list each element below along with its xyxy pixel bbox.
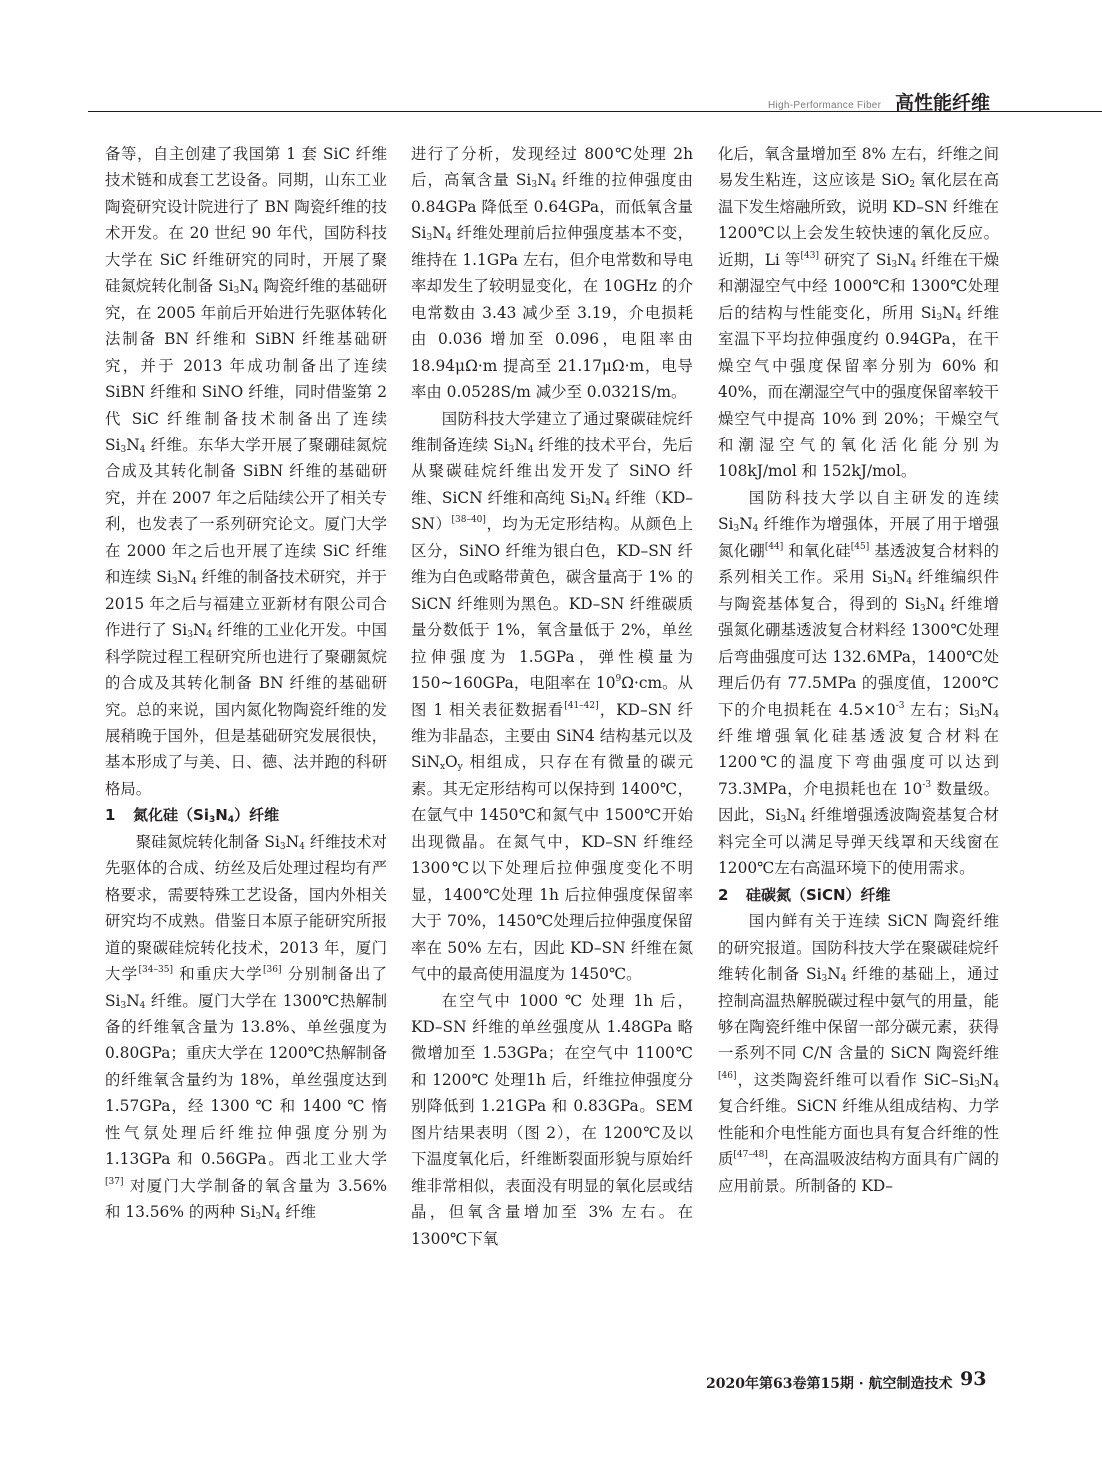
citation: [43]: [800, 250, 819, 261]
citation: [45]: [850, 541, 870, 552]
journal-name-en: High-Performance Fiber: [768, 100, 882, 111]
page-number: 93: [960, 1368, 987, 1390]
section-heading-2: 2 硅碳氮（SiCN）纤维: [718, 885, 891, 904]
citation: [38–40]: [451, 515, 486, 526]
citation: [46]: [718, 1070, 737, 1081]
column-3: [718, 141, 999, 1199]
paragraph: 国防科技大学以自主研发的连续 $Si_3N_4$ 纤维作为增强体，开展了用于增强氮化硼[44] 和氧化硅[45] 基透波复合材料的系列相关工作。采用 $Si_3N_4$ 纤维编织件与陶瓷基体复合，得到的 $Si_3N_4$ 纤维增强氮化硼基透波复合材料经 1300℃处理后弯曲强度可达 132.6MPa，1400℃处理后仍有 77.5MPa 的强度值，1200℃下的介电损耗在 $4.5\times 10^{-3}$ 左右；$Si_3N_4$ 纤维增强氧化硅基透波复合材料在 1200℃的温度下弯曲强度可以达到 73.3MPa，介电损耗也在 $10^{-3}$ 数量级。因此，$Si_3N_4$ 纤维增强透波陶瓷基复合材料完全可以满足导弹天线罩和天线窗在 1200℃左右高温环境下的使用需求。: [718, 488, 999, 878]
footer-issue: 2020年第63卷第15期 · 航空制造技术: [706, 1376, 953, 1392]
citation: [34–35]: [138, 965, 173, 976]
section-heading-1: 1 氮化硅$(Si_3N_4)$纤维: [105, 806, 280, 826]
paragraph: 国内鲜有关于连续 SiCN 陶瓷纤维的研究报道。国防科技大学在聚碳硅烷纤维转化制备 $Si_3N_4$ 纤维的基础上，通过控制高温热解脱碳过程中氨气的用量，能够在陶瓷纤维中保留一部分碳元素，获得一系列不同 C/N 含量的 SiCN 陶瓷纤维[46]，这类陶瓷纤维可以看作 SiC–$Si_3N_4$ 复合纤维。SiCN 纤维从组成结构、力学性能和介电性能方面也具有复合纤维的性质[47–48]，在高温吸波结构方面具有广阔的应用前景。所制备的 KD–: [718, 912, 999, 1195]
column-1: [105, 141, 387, 1226]
paragraph: 在空气中 1000 ℃ 处理 1h 后，KD–SN 纤维的单丝强度从 1.48GPa 略微增加至 1.53GPa；在空气中 1100℃ 和 1200℃ 处理1h 后，纤维拉伸强度分别降低到 1.21GPa 和 0.83GPa。SEM 图片结果表明（图 2），在 1200℃及以下温度氧化后，纤维断裂面形貌与原始纤维非常相似，表面没有明显的氧化层或结晶，但氧含量增加至 3% 左右。在 1300℃下氧: [411, 991, 693, 1248]
paragraph: 备等，自主创建了我国第 1 套 SiC 纤维技术链和成套工艺设备。同期，山东工业陶瓷研究设计院进行了 BN 陶瓷纤维的技术开发。在 20 世纪 90 年代，国防科技大学在 SiC 纤维研究的同时，开展了聚硅氮烷转化制备 $Si_3N_4$ 陶瓷纤维的基础研究，在 2005 年前后开始进行先驱体转化法制备 BN 纤维和 SiBN 纤维基础研究，并于 2013 年成功制备出了连续 SiBN 纤维和 SiNO 纤维，同时借鉴第 2 代 SiC 纤维制备技术制备出了连续 $Si_3N_4$ 纤维。东华大学开展了聚硼硅氮烷合成及其转化制备 SiBN 纤维的基础研究，并在 2007 年之后陆续公开了相关专利，也发表了一系列研究论文。厦门大学在 2000 年之后也开展了连续 SiC 纤维和连续 $Si_3N_4$ 纤维的制备技术研究，并于 2015 年之后与福建立亚新材有限公司合作进行了 $Si_3N_4$ 纤维的工业化开发。中国科学院过程工程研究所也进行了聚硼氮烷的合成及其转化制备 BN 纤维的基础研究。总的来说，国内氮化物陶瓷纤维的发展稍晚于国外，但是基础研究发展很快，基本形成了与美、日、德、法并跑的科研格局。: [105, 145, 387, 798]
citation: [47–48]: [733, 1150, 768, 1161]
paragraph: 国防科技大学建立了通过聚碳硅烷纤维制备连续 $Si_3N_4$ 纤维的技术平台，先后从聚碳硅烷纤维出发开发了 SiNO 纤维、SiCN 纤维和高纯 $Si_3N_4$ 纤维（KD–SN）[38–40]，均为无定形结构。从颜色上区分，SiNO 纤维为银白色，KD–SN 纤维为白色或略带黄色，碳含量高于 1% 的 SiCN 纤维则为黑色。KD–SN 纤维碳质量分数低于 1%，氧含量低于 2%，单丝拉伸强度为 1.5GPa，弹性模量为 150~160GPa，电阻率在 $10^9\Omega\cdot cm$。从图 1 相关表征数据看[41–42]，KD–SN 纤维为非晶态，主要由 SiN4 结构基元以及 $SiN_xO_y$ 相组成，只存在有微量的碳元素。其无定形结构可以保持到 1400℃，在氩气中 1450℃和氮气中 1500℃开始出现微晶。在氮气中，KD–SN 纤维经 1300℃以下处理后拉伸强度变化不明显，1400℃处理 1h 后拉伸强度保留率大于 70%，1450℃处理后拉伸强度保留率在 50% 左右，因此 KD–SN 纤维在氮气中的最高使用温度为 1450℃。: [411, 409, 694, 984]
column-2: [411, 141, 693, 1252]
paragraph: 聚硅氮烷转化制备 $Si_3N_4$ 纤维技术对先驱体的合成、纺丝及后处理过程均有严格要求，需要特殊工艺设备，国内外相关研究均不成熟。借鉴日本原子能研究所报道的聚碳硅烷转化技术，2013 年，厦门大学[34–35] 和重庆大学[36] 分别制备出了 $Si_3N_4$ 纤维。厦门大学在 1300℃热解制备的纤维氧含量为 13.8%、单丝强度为 0.80GPa；重庆大学在 1200℃热解制备的纤维氧含量约为 18%，单丝强度达到 1.57GPa，经 1300 ℃ 和 1400 ℃ 惰性气氛处理后纤维拉伸强度分别为 1.13GPa 和 0.56GPa。西北工业大学[37] 对厦门大学制备的氧含量为 3.56% 和 13.56% 的两种 $Si_3N_4$ 纤维: [105, 832, 387, 1223]
citation: [37]: [105, 1176, 124, 1187]
citation: [44]: [764, 541, 784, 552]
paragraph: 化后，氧含量增加至 8% 左右，纤维之间易发生粘连，这应该是 SiO$_2$ 氧化层在高温下发生熔融所致，说明 KD–SN 纤维在 1200℃以上会发生较快速的氧化反应。近期，Li 等[43] 研究了 $Si_3N_4$ 纤维在干燥和潮湿空气中经 1000℃和 1300℃处理后的结构与性能变化，所用 $Si_3N_4$ 纤维室温下平均拉伸强度约 0.94GPa，在干燥空气中强度保留率分别为 60% 和 40%，而在潮湿空气中的强度保留率较干燥空气中提高 10% 到 20%；干燥空气和潮湿空气的氧化活化能分别为 108kJ/mol 和 152kJ/mol。: [718, 145, 999, 481]
citation: [41–42]: [564, 700, 599, 711]
citation: [36]: [263, 965, 282, 976]
paragraph: 进行了分析，发现经过 800℃处理 2h 后，高氧含量 $Si_3N_4$ 纤维的拉伸强度由 0.84GPa 降低至 0.64GPa，而低氧含量 $Si_3N_4$ 纤维处理前后拉伸强度基本不变，维持在 1.1GPa 左右，但介电常数和导电率却发生了较明显变化，在 10GHz 的介电常数由 3.43 减少至 3.19，介电损耗由 0.036 增加至 0.096，电阻率由 18.94μΩ·m 提高至 21.17μΩ·m，电导率由 0.0528S/m 减少至 0.0321S/m。: [411, 145, 693, 402]
journal-name-cn: 高性能纤维: [895, 92, 991, 114]
